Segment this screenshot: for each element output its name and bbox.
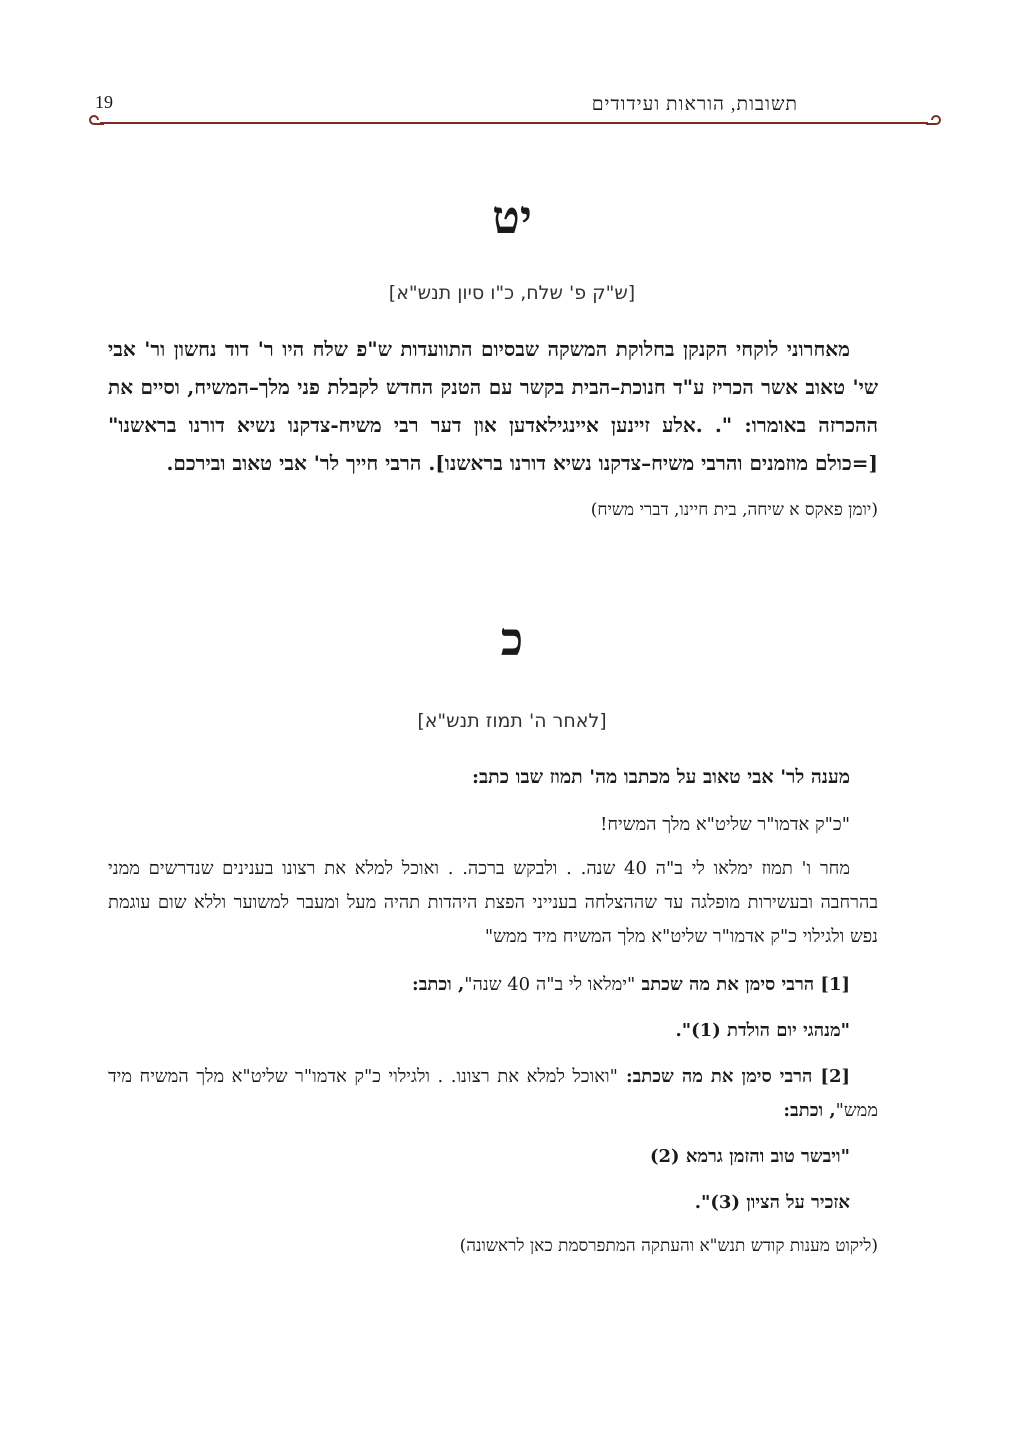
running-title: תשובות, הוראות ועידודים [591,94,798,115]
source-citation: (ליקוט מענות קודש תנש"א והעתקה המתפרסמת כאן לראשונה) [459,1236,878,1256]
note-1 [108,968,878,1002]
section-heading: כ [500,612,524,666]
scroll-ornament-icon [924,114,944,134]
section-date: [לאחר ה' תמוז תנש"א] [417,710,607,732]
note-1-suffix: , וכתב: [412,974,465,995]
note-2-suffix: , וכתב: [783,1100,836,1121]
page-number: 19 [95,92,113,112]
note-2 [108,1060,878,1128]
page-header [90,88,938,136]
note-2-prefix: [2] הרבי סימן את מה שכתב: [617,1066,850,1087]
source-citation: (יומן פאקס א שיחה, בית חיינו, דברי משיח) [590,500,878,520]
header-rule [100,122,928,124]
letter-text: מחר ו' תמוז ימלאו לי ב"ה 40 שנה. . ולבקש ברכה. . ואוכל למלא את רצונו בענינים שנדרשים ממני בהרחבה ובעשירות מופלגה עד שההצלחה בענייני הפצת היהדות תהיה מעל ומעבר למשוער וללא שום עוגמת נפש ולגילוי כ"ק אדמו"ר שליט"א מלך המשיח מיד ממש" [108,858,878,947]
section-body [108,330,878,524]
note-2-answer: "ויבשר טוב והזמן גרמא (2) [649,1146,850,1167]
letter-salutation: "כ"ק אדמו"ר שליט"א מלך המשיח! [600,814,850,835]
note-1-quote: "ימלאו לי ב"ה 40 שנה" [464,974,636,995]
body-paragraph: מאחרוני לוקחי הקנקן בחלוקת המשקה שבסיום התוועדות ש"פ שלח היו ר' דוד נחשון ור' אבי שי' טאוב אשר הכריז ע"ד חנוכת–הבית בקשר עם הטנק החדש לקבלת פני מלך–המשיח, וסיים את ההכרזה באומרו: ". .אלע זיינען איינגילאדען און דער רבי משיח-צדקנו נשיא דורנו בראשנו" [=כולם מוזמנים והרבי משיח–צדקנו נשיא דורנו בראשנו]. הרבי חייך לר' אבי טאוב ובירכם. [108,337,878,475]
reply-intro: מענה לר' אבי טאוב על מכתבו מה' תמוז שבו כתב: [471,766,850,788]
note-1-answer: "מנהגי יום הולדת (1)". [675,1020,850,1041]
note-1-prefix: [1] הרבי סימן את מה שכתב [635,974,850,995]
section-date: [ש"ק פ' שלח, כ"ו סיון תנש"א] [388,282,636,304]
note-2-answer: אזכיר על הציון (3)". [694,1192,850,1213]
section-body [108,760,878,1260]
note-2-quote: "ואוכל למלא את רצונו. . ולגילוי כ"ק אדמו"ר שליט"א מלך המשיח מיד ממש" [108,1066,878,1121]
scroll-ornament-icon [86,114,106,134]
section-heading: יט [492,190,532,244]
